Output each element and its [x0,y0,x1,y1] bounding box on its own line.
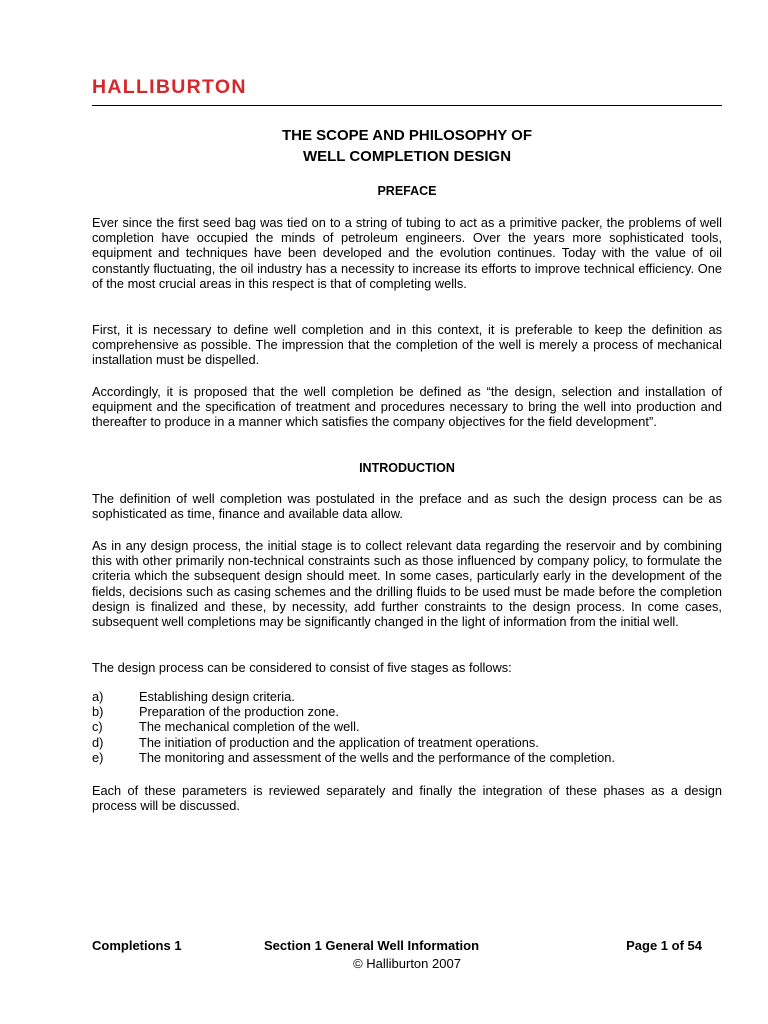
introduction-paragraph-3: The design process can be considered to consist of five stages as follows: [92,660,512,675]
list-marker: a) [92,689,104,704]
title-line-1: THE SCOPE AND PHILOSOPHY OF [281,127,533,144]
document-title [92,125,722,167]
introduction-paragraph-2: As in any design process, the initial stage is to collect relevant data regarding the reservoir and by combining this with other primarily non-technical constraints such as those influenced by company policy, to formulate the criteria which the subsequent design should meet. In some cases, particularly early in the development of the fields, decisions such as casing schemes and the drilling fluids to be used must be made before the completion design is finalized and these, by necessity, add further constraints to the design process. In come cases, subsequent well completions may be significantly changed in the light of information from the initial well. [92,538,722,630]
list-marker: e) [92,749,104,765]
list-item [92,719,722,734]
footer-section-name: Section 1 General Well Information [264,938,480,953]
list-marker: d) [92,734,104,750]
footer-page-number: Page 1 of 54 [626,938,702,953]
list-item-text: Preparation of the production zone. [139,704,339,720]
preface-paragraph-1: Ever since the first seed bag was tied on to a string of tubing to act as a primitive packer, the problems of well completion have occupied the minds of petroleum engineers. Over the years more sophisticated tools, equipment and techniques have been developed and the evolution continues. Today with the value of oil constantly fluctuating, the oil industry has a necessity to increase its efforts to improve technical efficiency. One of the most crucial areas in this respect is that of completing wells. [92,215,722,291]
list-marker: b) [92,704,104,720]
introduction-paragraph-1: The definition of well completion was postulated in the preface and as such the design process can be as sophisticated as time, finance and available data allow. [92,491,722,522]
list-item [92,735,722,750]
list-item-text: The mechanical completion of the well. [139,719,360,735]
introduction-heading: INTRODUCTION [359,461,455,475]
list-item [92,704,722,719]
page-footer [92,937,722,955]
list-item-text: The initiation of production and the application of treatment operations. [139,734,539,750]
preface-paragraph-2: First, it is necessary to define well completion and in this context, it is preferable to keep the definition as comprehensive as possible. The impression that the completion of the well is merely a process of mechanical installation must be dispelled. [92,322,722,368]
design-stages-list [92,689,722,765]
list-item-text: Establishing design criteria. [139,689,295,704]
halliburton-logo: HALLIBURTON [92,76,247,98]
list-item [92,689,722,704]
list-item [92,750,722,765]
list-marker: c) [92,719,103,735]
footer-course-name: Completions 1 [92,938,182,953]
preface-heading: PREFACE [377,184,437,198]
title-line-2: WELL COMPLETION DESIGN [302,148,512,165]
list-item-text: The monitoring and assessment of the wells and the performance of the completion. [139,749,615,765]
preface-paragraph-3: Accordingly, it is proposed that the well completion be defined as “the design, selection and installation of equipment and the specification of treatment and procedures necessary to bring the well into production and thereafter to produce in a manner which satisfies the company objectives for the field development”. [92,384,722,430]
footer-copyright: © Halliburton 2007 [353,956,461,971]
introduction-closing-paragraph: Each of these parameters is reviewed separately and finally the integration of these phases as a design process will be discussed. [92,783,722,814]
header-divider [92,105,722,106]
